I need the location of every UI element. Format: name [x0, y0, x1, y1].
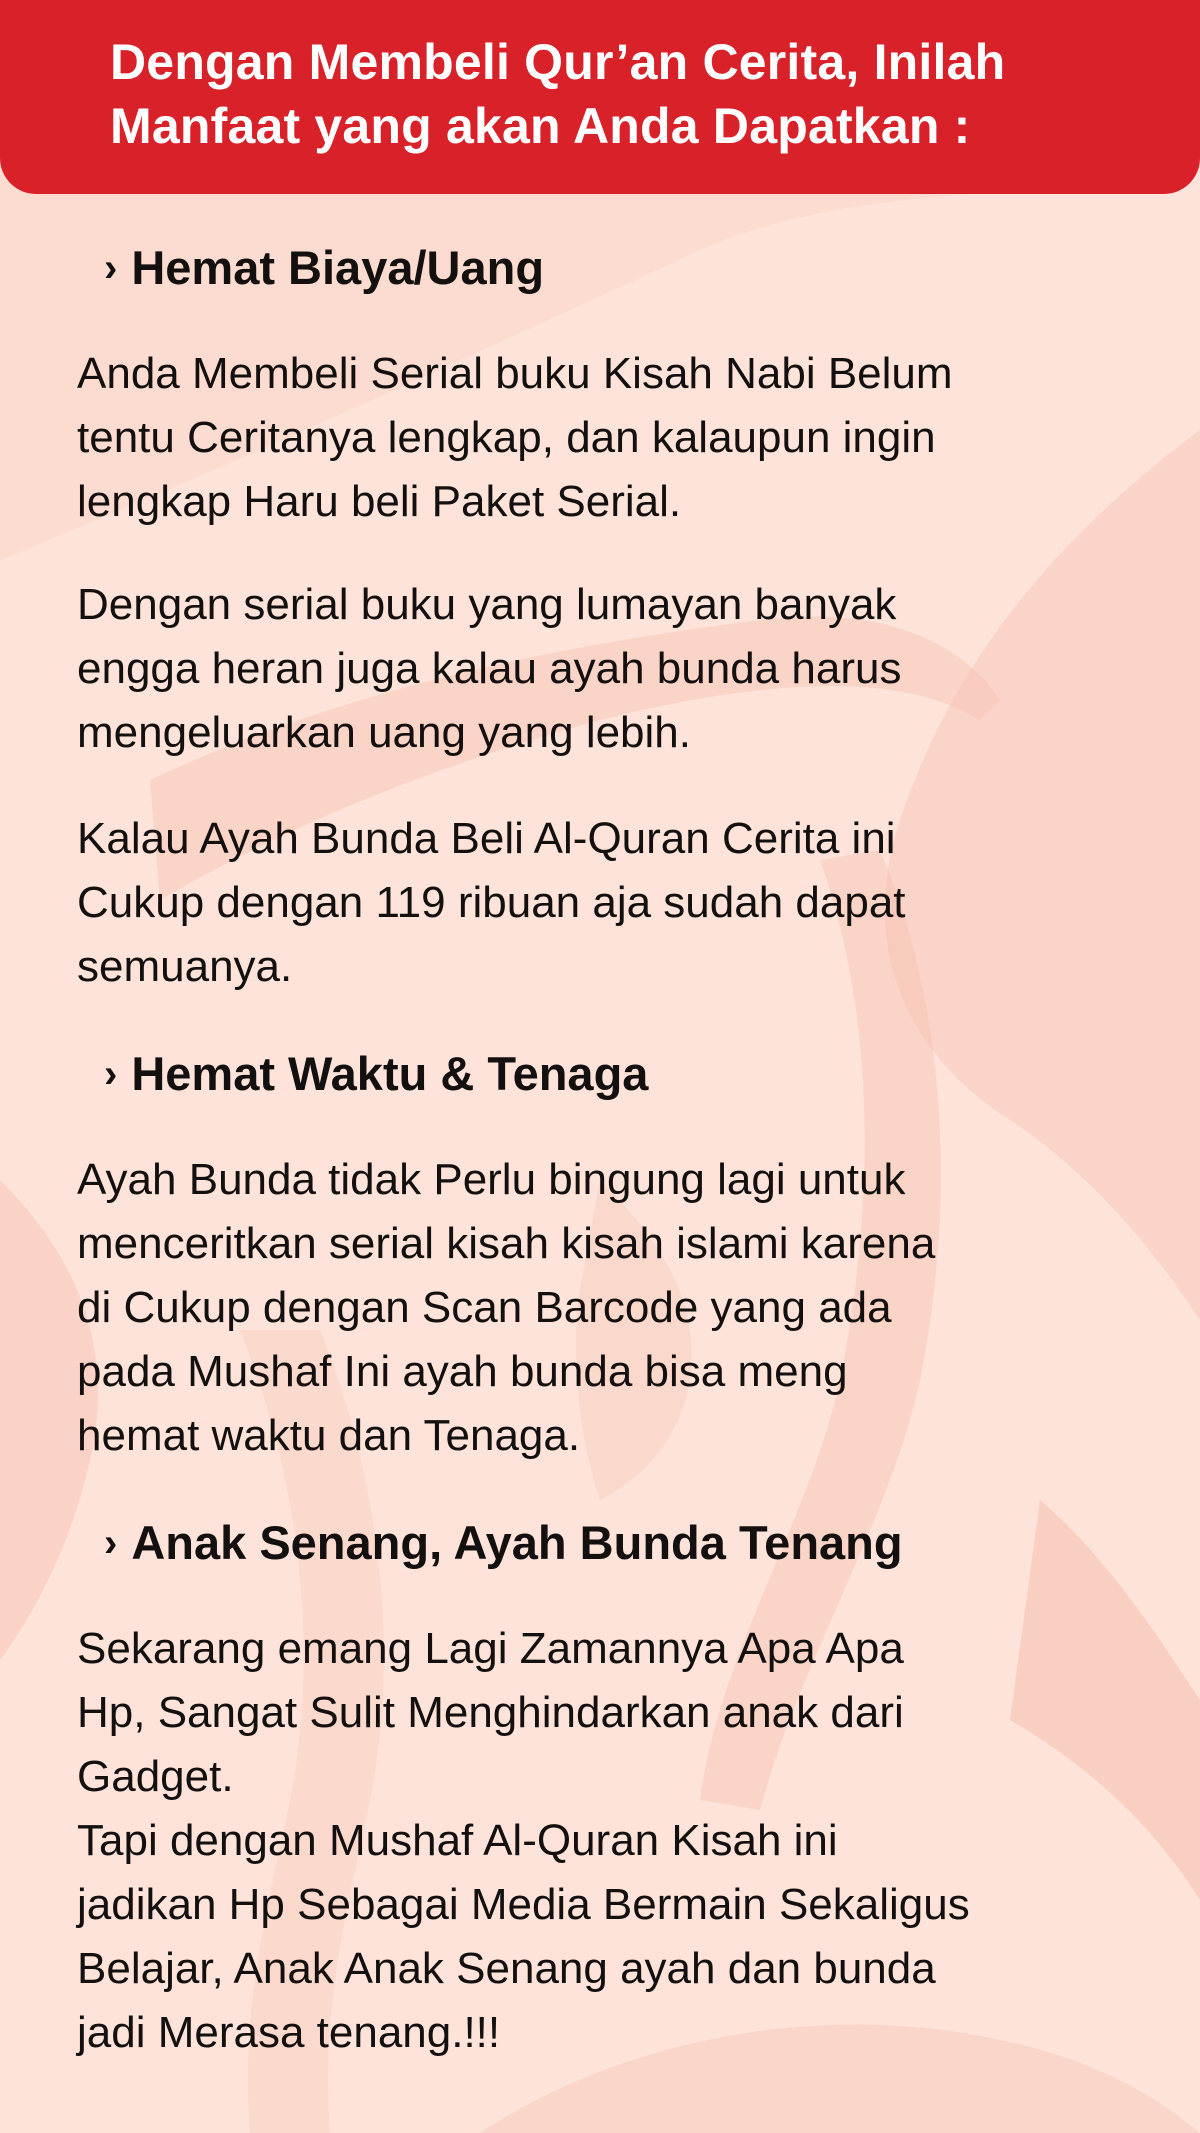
paragraph [77, 807, 1157, 999]
section-heading-text: Anak Senang, Ayah Bunda Tenang [131, 1516, 903, 1569]
section-heading-text: Hemat Biaya/Uang [131, 241, 545, 294]
paragraph-line: Gadget. [77, 1752, 234, 1801]
paragraph-line: lengkap Haru beli Paket Serial. [77, 477, 682, 526]
paragraph-line: mengeluarkan uang yang lebih. [77, 708, 692, 757]
chevron-right-icon: › [104, 1521, 118, 1565]
paragraph-line: di Cukup dengan Scan Barcode yang ada [77, 1283, 892, 1332]
paragraph [77, 573, 1157, 765]
paragraph-line: Ayah Bunda tidak Perlu bingung lagi untuk [77, 1155, 906, 1204]
paragraph-line: jadi Merasa tenang.!!! [77, 2008, 501, 2057]
section-heading-anak-senang [104, 1515, 903, 1574]
chevron-right-icon: › [104, 246, 118, 290]
paragraph [77, 1148, 1157, 1468]
chevron-right-icon: › [104, 1052, 118, 1096]
header-title-line-1: Dengan Membeli Qur’an Cerita, Inilah [110, 34, 1006, 90]
paragraph [77, 342, 1157, 534]
paragraph-line: Anda Membeli Serial buku Kisah Nabi Belum [77, 349, 953, 398]
paragraph-line: jadikan Hp Sebagai Media Bermain Sekaligus [77, 1880, 970, 1929]
paragraph-line: Kalau Ayah Bunda Beli Al-Quran Cerita ini [77, 814, 896, 863]
paragraph-line: Belajar, Anak Anak Senang ayah dan bunda [77, 1944, 936, 1993]
paragraph-line: Cukup dengan 119 ribuan aja sudah dapat [77, 878, 906, 927]
paragraph-line: pada Mushaf Ini ayah bunda bisa meng [77, 1347, 848, 1396]
paragraph-line: hemat waktu dan Tenaga. [77, 1411, 581, 1460]
paragraph-line: tentu Ceritanya lengkap, dan kalaupun ingin [77, 413, 936, 462]
paragraph-line: menceritkan serial kisah kisah islami karena [77, 1219, 936, 1268]
paragraph-line: Tapi dengan Mushaf Al-Quran Kisah ini [77, 1816, 838, 1865]
header-title-line-2: Manfaat yang akan Anda Dapatkan : [110, 98, 971, 154]
section-heading-hemat-waktu [104, 1046, 648, 1105]
paragraph [77, 1617, 1157, 2065]
paragraph-line: Hp, Sangat Sulit Menghindarkan anak dari [77, 1688, 904, 1737]
paragraph-line: semuanya. [77, 942, 293, 991]
section-heading-text: Hemat Waktu & Tenaga [131, 1047, 649, 1100]
paragraph-line: Sekarang emang Lagi Zamannya Apa Apa [77, 1624, 904, 1673]
paragraph-line: engga heran juga kalau ayah bunda harus [77, 644, 902, 693]
paragraph-line: Dengan serial buku yang lumayan banyak [77, 580, 897, 629]
section-heading-hemat-biaya [104, 240, 544, 299]
